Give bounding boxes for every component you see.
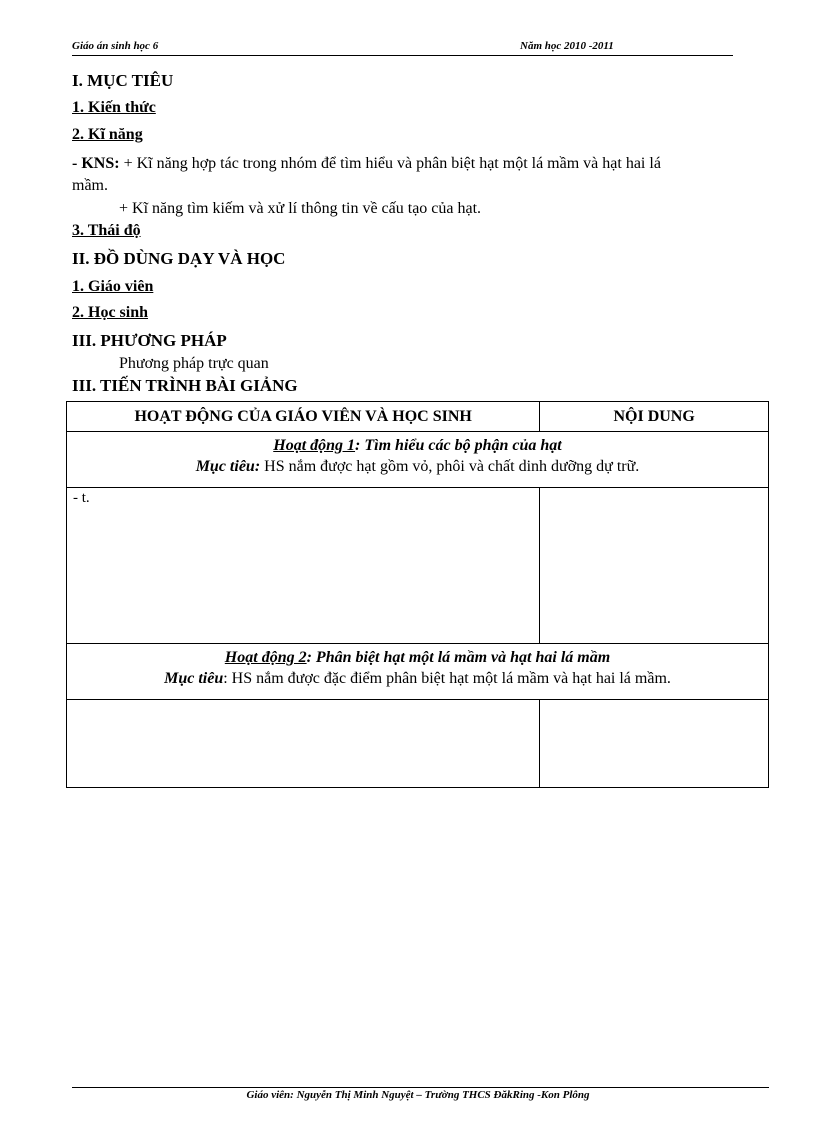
col-header-activities: HOẠT ĐỘNG CỦA GIÁO VIÊN VÀ HỌC SINH: [67, 402, 540, 432]
activity-1-content-cell: [540, 488, 769, 644]
section-do-dung: II. ĐỒ DÙNG DẠY VÀ HỌC: [72, 249, 286, 268]
activity-2-label: Hoạt động 2: [224, 649, 307, 666]
activity-1-label: Hoạt động 1: [273, 437, 356, 454]
activity-2-teacher-cell: [67, 700, 540, 788]
section-hoc-sinh: 2. Học sinh: [72, 304, 149, 321]
table-header-row: [67, 402, 769, 432]
col-header-content: NỘI DUNG: [540, 402, 769, 432]
activity-1-body-row: [67, 488, 769, 644]
footer-rule: [72, 1087, 769, 1088]
activity-2-heading: [67, 644, 769, 700]
kns-text-1: + Kĩ năng hợp tác trong nhóm để tìm hiểu và phân biệt hạt một lá mầm và hạt hai lá: [119, 155, 661, 172]
activity-2-content-cell: [540, 700, 769, 788]
activity-1-title: : Tìm hiểu các bộ phận của hạt: [355, 437, 562, 454]
activity-1-heading: [67, 432, 769, 488]
activity-2-goal: : HS nắm được đặc điểm phân biệt hạt một lá mầm và hạt hai lá mầm.: [223, 670, 671, 687]
section-giao-vien: 1. Giáo viên: [72, 278, 154, 295]
header-right: Năm học 2010 -2011: [520, 40, 614, 52]
header-left: Giáo án sinh học 6: [72, 40, 159, 52]
footer-text: Giáo viên: Nguyễn Thị Minh Nguyệt – Trường THCS ĐăkRing -Kon Plông: [246, 1089, 590, 1101]
section-tien-trinh: III. TIẾN TRÌNH BÀI GIẢNG: [72, 376, 298, 395]
section-thai-do: 3. Thái độ: [72, 222, 141, 239]
lesson-table: [66, 401, 769, 788]
section-ki-nang: 2. Kĩ năng: [72, 126, 143, 143]
kns-label: - KNS:: [72, 155, 120, 172]
activity-1-goal: HS nắm được hạt gồm vỏ, phôi và chất dinh dưỡng dự trữ.: [260, 458, 640, 475]
activity-2-heading-row: [67, 644, 769, 700]
activity-2-goal-label: Mục tiêu: [164, 670, 224, 687]
activity-1-goal-label: Mục tiêu:: [195, 458, 261, 475]
activity-1-teacher-cell: - t.: [67, 488, 540, 644]
section-phuong-phap: III. PHƯƠNG PHÁP: [72, 331, 227, 350]
section-muc-tieu: I. MỤC TIÊU: [72, 71, 174, 90]
kns-line-1-cont: mầm.: [72, 177, 108, 194]
activity-1-heading-row: [67, 432, 769, 488]
kns-line-2: + Kĩ năng tìm kiếm và xử lí thông tin về cấu tạo của hạt.: [119, 200, 482, 217]
kns-line-1: [72, 155, 661, 173]
activity-2-body-row: [67, 700, 769, 788]
activity-2-title: : Phân biệt hạt một lá mầm và hạt hai lá mầm: [306, 649, 611, 666]
header-rule: [72, 55, 733, 56]
phuong-phap-text: Phương pháp trực quan: [119, 355, 269, 372]
section-kien-thuc: 1. Kiến thức: [72, 99, 156, 116]
